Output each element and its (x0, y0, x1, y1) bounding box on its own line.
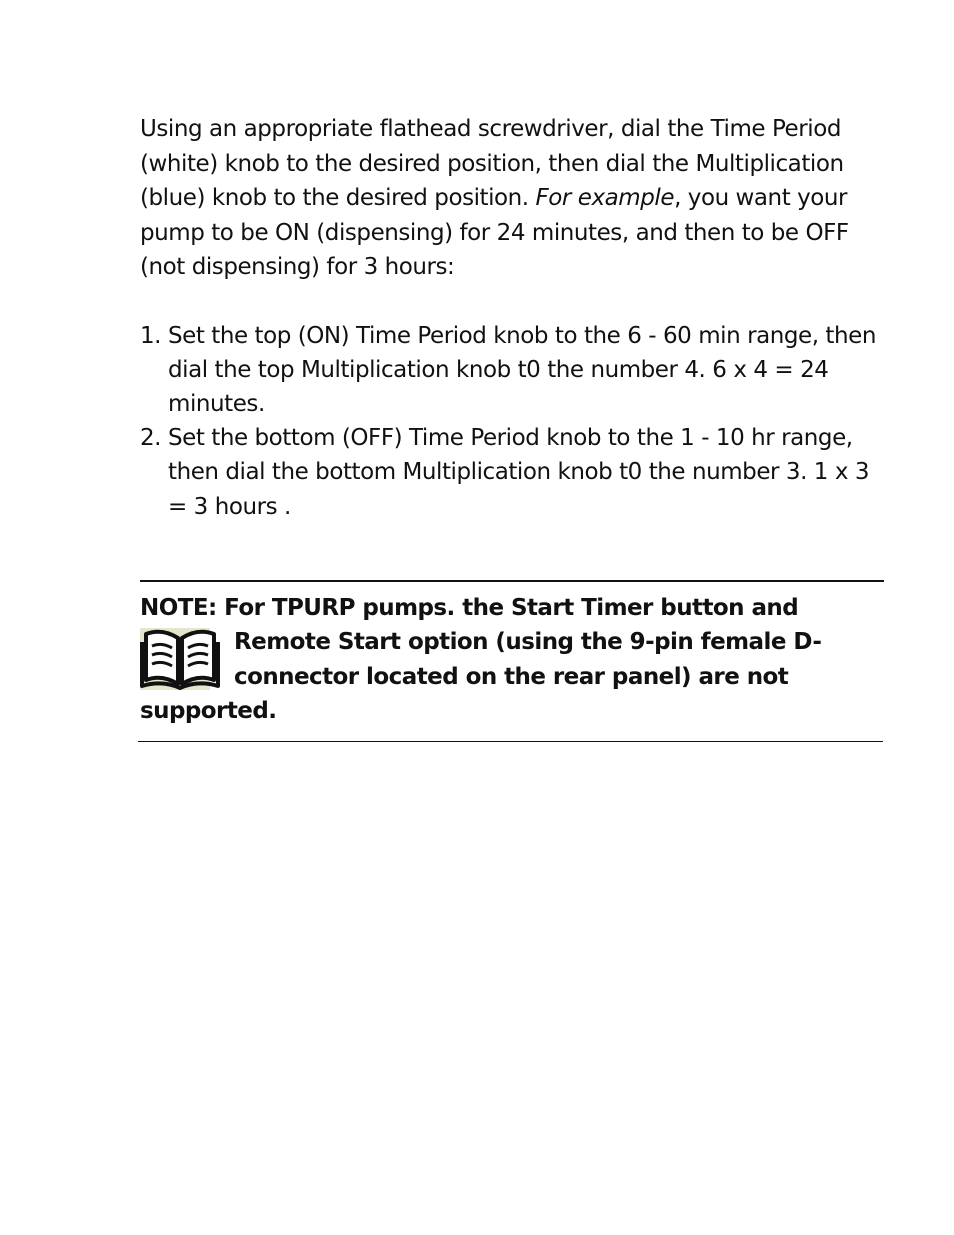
note-label: NOTE: (140, 595, 217, 621)
steps-list (140, 319, 884, 524)
step-text: Set the bottom (OFF) Time Period knob to the 1 - 10 hr range, then dial the bottom Multiplication knob t0 the number 3. 1 x 3 = 3 hours . (168, 425, 870, 520)
note-paragraph (140, 591, 884, 728)
list-item (140, 421, 884, 524)
step-number: 2. (140, 425, 162, 452)
instructions-section (140, 112, 884, 524)
step-number: 1. (140, 322, 162, 349)
intro-text-start: Using an appropriate flathead screwdriver, dial the Time Period (white) knob to the desired position, then dial the Multiplication (blue) knob to the desired position. (140, 116, 844, 211)
note-bottom-divider (138, 741, 883, 742)
intro-paragraph (140, 112, 870, 285)
note-text-rest: Remote Start option (using the 9-pin female D-connector located on the rear panel) are not supported. (140, 629, 822, 724)
note-text-lead: For TPURP pumps. the Start Timer button and (216, 595, 799, 621)
list-item (140, 319, 884, 422)
open-book-icon (140, 628, 220, 692)
note-box (140, 580, 884, 728)
intro-text-end: , you want your pump to be ON (dispensing) for 24 minutes, and then to be OFF (not dispensing) for 3 hours: (140, 185, 849, 280)
intro-emphasis: For example (535, 185, 675, 211)
step-text: Set the top (ON) Time Period knob to the 6 - 60 min range, then dial the top Multiplication knob t0 the number 4. 6 x 4 = 24 minutes. (168, 322, 876, 417)
